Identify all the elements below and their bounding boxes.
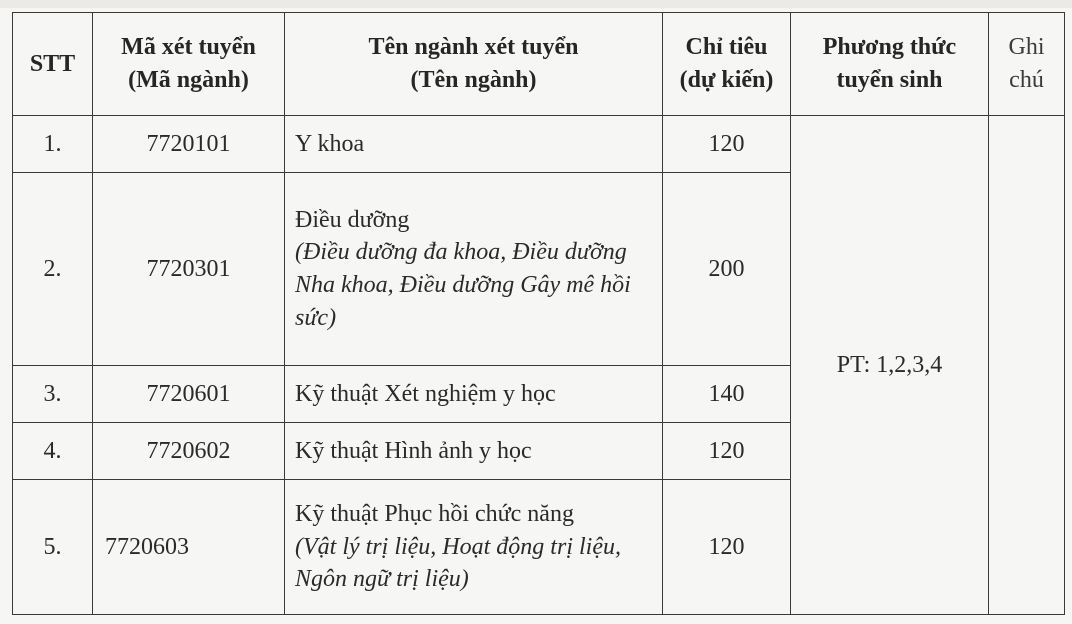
cell-code: 7720101	[93, 116, 285, 173]
major-name: Kỹ thuật Xét nghiệm y học	[295, 380, 556, 407]
major-name: Kỹ thuật Hình ảnh y học	[295, 437, 532, 464]
cell-name	[285, 116, 663, 173]
cell-stt: 1.	[13, 116, 93, 173]
major-specializations: (Vật lý trị liệu, Hoạt động trị liệu, Ngôn ngữ trị liệu)	[295, 533, 621, 593]
header-stt: STT	[13, 13, 93, 116]
cell-quota: 200	[663, 173, 791, 366]
cell-stt: 4.	[13, 423, 93, 480]
cell-quota: 120	[663, 423, 791, 480]
cell-name	[285, 366, 663, 423]
header-code: Mã xét tuyển (Mã ngành)	[93, 13, 285, 116]
cell-note	[989, 116, 1065, 615]
cell-stt: 3.	[13, 366, 93, 423]
table-row	[13, 116, 1065, 173]
major-name: Kỹ thuật Phục hồi chức năng	[295, 501, 574, 528]
header-note: Ghi chú	[989, 13, 1065, 116]
cell-name	[285, 480, 663, 615]
major-name: Y khoa	[295, 130, 365, 157]
header-quota: Chỉ tiêu (dự kiến)	[663, 13, 791, 116]
cell-method: PT: 1,2,3,4	[791, 116, 989, 615]
table-header-row	[13, 13, 1065, 116]
cell-code: 7720602	[93, 423, 285, 480]
cell-code: 7720603	[93, 480, 285, 615]
major-name: Điều dưỡng	[295, 206, 410, 233]
cell-name	[285, 173, 663, 366]
page-top-edge	[0, 0, 1072, 8]
cell-stt: 5.	[13, 480, 93, 615]
cell-stt: 2.	[13, 173, 93, 366]
cell-quota: 120	[663, 480, 791, 615]
cell-quota: 120	[663, 116, 791, 173]
header-name: Tên ngành xét tuyển (Tên ngành)	[285, 13, 663, 116]
cell-code: 7720301	[93, 173, 285, 366]
header-method: Phương thức tuyển sinh	[791, 13, 989, 116]
cell-quota: 140	[663, 366, 791, 423]
cell-code: 7720601	[93, 366, 285, 423]
major-specializations: (Điều dưỡng đa khoa, Điều dưỡng Nha khoa, Điều dưỡng Gây mê hồi sức)	[295, 239, 631, 331]
cell-name	[285, 423, 663, 480]
admissions-table	[12, 12, 1065, 615]
